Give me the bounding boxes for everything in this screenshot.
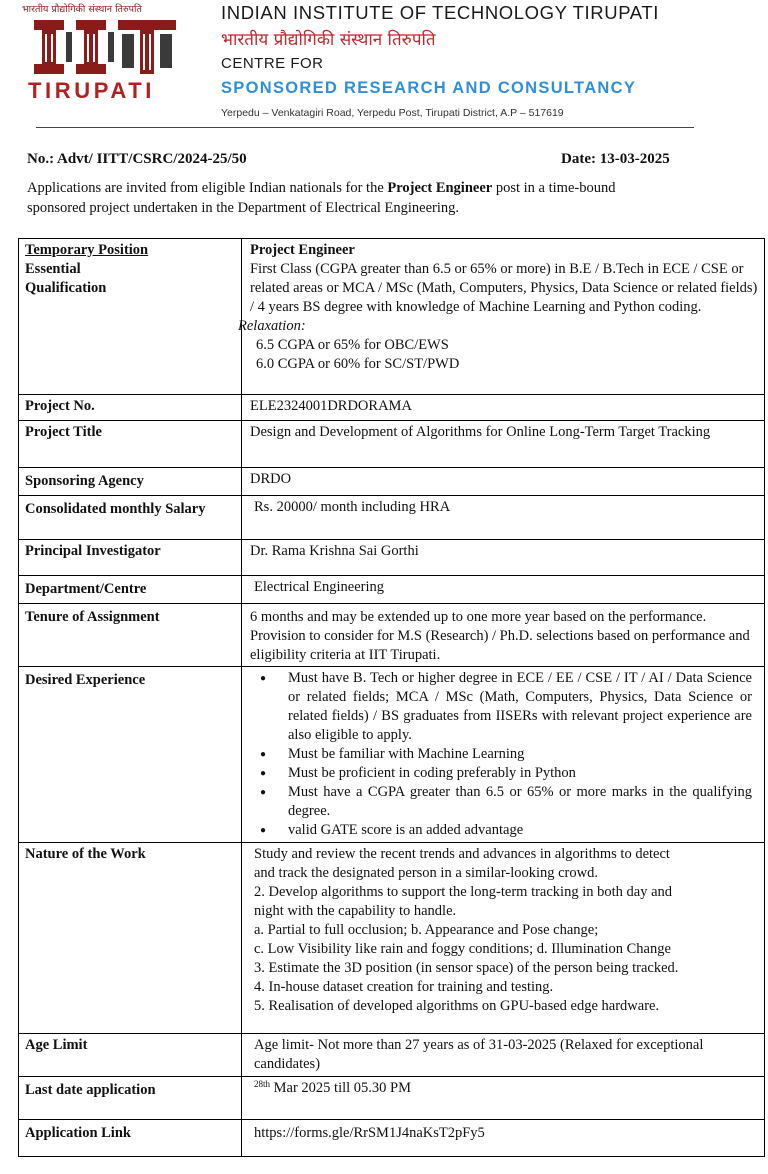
table-row-tenure: [19, 603, 764, 666]
list-item: ● Must be familiar with Machine Learning: [250, 745, 752, 764]
last-date-text: Mar 2025 till 05.30 PM: [270, 1080, 411, 1096]
centre-name: SPONSORED RESEARCH AND CONSULTANCY: [221, 79, 637, 97]
table-row-project-title: [19, 420, 764, 467]
work-line: c. Low Visibility like rain and foggy conditions; d. Illumination Change: [254, 941, 671, 957]
project-no-value: ELE2324001DRDORAMA: [250, 398, 412, 414]
relaxation-title: Relaxation:: [238, 318, 306, 334]
age-value: Age limit- Not more than 27 years as of 31-03-2025 (Relaxed for exceptional candidates): [254, 1037, 704, 1072]
department-label: Department/Centre: [19, 576, 242, 603]
last-date-label: Last date application: [19, 1077, 242, 1119]
intro-paragraph: [27, 178, 677, 218]
work-line: Study and review the recent trends and advances in algorithms to detect: [254, 846, 670, 862]
work-value: [242, 843, 764, 1033]
logo-tirupati-text: TIRUPATI: [28, 78, 155, 103]
centre-for-label: CENTRE FOR: [221, 55, 324, 72]
intro-text-1: Applications are invited from eligible Indian nationals for the: [27, 180, 388, 196]
department-value: Electrical Engineering: [254, 579, 385, 595]
salary-label: Consolidated monthly Salary: [19, 496, 242, 539]
position-details-table: [18, 238, 765, 1157]
qualification-text: First Class (CGPA greater than 6.5 or 65% or more) in B.E / B.Tech in ECE / CSE or related areas or MCA / MSc (Math, Computers, Physics, Data Science or related fields) / 4 years BS degree with knowledge of Machine Learning and Python coding.: [250, 261, 758, 315]
position-value: Project Engineer: [250, 242, 355, 258]
intro-text-2: post in a time-bound sponsored project undertaken in the Department of Electrical Engineering.: [27, 180, 616, 216]
work-line: 5. Realisation of developed algorithms on GPU-based edge hardware.: [254, 998, 660, 1014]
temporary-position-label: Temporary Position: [25, 242, 149, 258]
work-line: 3. Estimate the 3D position (in sensor space) of the person being tracked.: [254, 960, 679, 976]
table-row-work: [19, 842, 764, 1033]
work-line: night with the capability to handle.: [254, 903, 457, 919]
salary-value: Rs. 20000/ month including HRA: [254, 499, 451, 515]
experience-list: [250, 669, 760, 840]
table-row-age: [19, 1033, 764, 1076]
intro-post-name: Project Engineer: [387, 180, 493, 196]
experience-value: [242, 667, 764, 842]
table-row-salary: [19, 495, 764, 539]
header-divider: [36, 127, 694, 128]
list-item: ● Must have B. Tech or higher degree in ECE / EE / CSE / IT / AI / Data Science or related fields; MCA / MSc (Math, Computers, Physics, Data Science or related fields) / BS graduates from IISERs with relevant project experience are also eligible to apply.: [250, 669, 752, 745]
table-row-agency: [19, 467, 764, 495]
table-row-experience: [19, 666, 764, 842]
pi-value: Dr. Rama Krishna Sai Gorthi: [250, 543, 419, 559]
list-item: ● Must be proficient in coding preferably in Python: [250, 764, 752, 783]
application-link[interactable]: https://forms.gle/RrSM1J4naKsT2pFy5: [254, 1125, 485, 1141]
institute-address: Yerpedu – Venkatagiri Road, Yerpedu Post, Tirupati District, A.P – 517619: [221, 107, 564, 119]
project-title-value: Design and Development of Algorithms for Online Long-Term Target Tracking: [250, 424, 711, 440]
table-row-department: [19, 575, 764, 603]
tenure-label: Tenure of Assignment: [19, 604, 242, 666]
iit-emblem-icon: [30, 18, 182, 76]
list-item: ● Must have a CGPA greater than 6.5 or 65% or more marks in the qualifying degree.: [250, 783, 752, 821]
table-row-qualification: [19, 239, 764, 394]
pi-label: Principal Investigator: [19, 540, 242, 575]
table-row-pi: [19, 539, 764, 575]
table-row-link: [19, 1119, 764, 1156]
work-line: and track the designated person in a similar-looking crowd.: [254, 865, 598, 881]
logo-hindi-text: भारतीय प्रौद्योगिकी संस्थान तिरुपति: [22, 4, 142, 15]
relaxation-sc: 6.0 CGPA or 60% for SC/ST/PWD: [256, 356, 460, 372]
link-label: Application Link: [19, 1120, 242, 1156]
table-row-project-no: [19, 394, 764, 420]
agency-value: DRDO: [250, 471, 292, 487]
value-cell: [238, 239, 764, 394]
project-title-label: Project Title: [19, 421, 242, 467]
project-no-label: Project No.: [19, 395, 242, 420]
work-line: 2. Develop algorithms to support the long-term tracking in both day and: [254, 884, 673, 900]
work-line: a. Partial to full occlusion; b. Appearance and Pose change;: [254, 922, 599, 938]
institute-name: INDIAN INSTITUTE OF TECHNOLOGY TIRUPATI: [221, 2, 659, 23]
advt-number: No.: Advt/ IITT/CSRC/2024-25/50: [27, 151, 247, 167]
institute-name-hindi: भारतीय प्रौद्योगिकी संस्थान तिरुपति: [221, 30, 436, 50]
relaxation-obc: 6.5 CGPA or 65% for OBC/EWS: [256, 337, 449, 353]
last-date-value: [242, 1077, 764, 1119]
table-row-last-date: [19, 1076, 764, 1119]
agency-label: Sponsoring Agency: [19, 468, 242, 495]
last-date-day: 28th: [254, 1079, 271, 1089]
tenure-value: 6 months and may be extended up to one more year based on the performance. Provision to consider for M.S (Research) / Ph.D. selections based on performance and eligibility criteria at IIT Tirupati.: [250, 609, 750, 663]
essential-label: Essential: [25, 261, 81, 277]
work-line: 4. In-house dataset creation for training and testing.: [254, 979, 554, 995]
iit-tirupati-logo: [22, 2, 190, 104]
list-item: ● valid GATE score is an added advantage: [250, 821, 752, 840]
work-label: Nature of the Work: [19, 843, 242, 1033]
experience-label: Desired Experience: [19, 667, 242, 842]
age-label: Age Limit: [19, 1034, 242, 1076]
label-cell: [19, 239, 242, 394]
qualification-label: Qualification: [25, 280, 107, 296]
advt-date: Date: 13-03-2025: [561, 151, 670, 167]
